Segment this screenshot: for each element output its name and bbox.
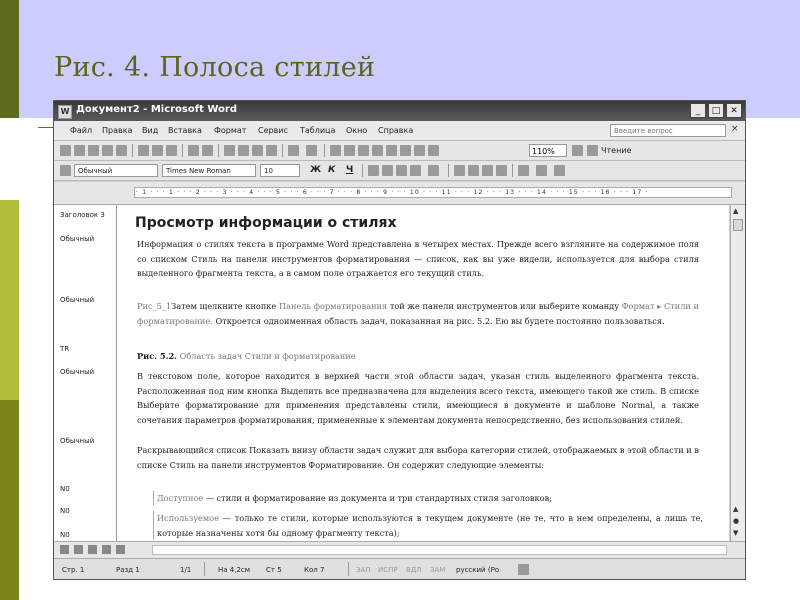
undo-icon[interactable] [288, 145, 299, 156]
slide-left-bar [0, 0, 19, 600]
figure-ref[interactable]: Рис_5_1 [137, 301, 172, 311]
paste-icon[interactable] [252, 145, 263, 156]
menu-file[interactable]: Файл [70, 126, 93, 135]
status-bar [54, 558, 745, 580]
horizontal-ruler[interactable] [54, 182, 745, 205]
menu-window[interactable]: Окно [346, 126, 368, 135]
show-hide-icon[interactable] [428, 145, 439, 156]
print-icon[interactable] [138, 145, 149, 156]
style-label: N0 [60, 531, 70, 539]
p2-link-2[interactable]: Формат ▸ Стили и форматирование. [137, 301, 699, 326]
list-text-1: — стили и форматирование из документа и три стандартных стиля заголовков; [203, 493, 552, 503]
vertical-scrollbar[interactable] [730, 205, 746, 541]
paragraph-4: Раскрывающийся список Показать внизу области задач служит для выбора категории стилей, отображаемых в этой области и в списке Стиль на панели инструментов Форматирование. Он содержит следующие элементы: [137, 445, 699, 470]
select-browse-icon[interactable]: ● [733, 517, 740, 525]
p2-link-1[interactable]: Панель форматирования [278, 301, 388, 311]
permission-icon[interactable] [102, 145, 113, 156]
new-doc-icon[interactable] [60, 145, 71, 156]
styles-formatting-icon[interactable] [60, 165, 71, 176]
menu-help[interactable]: Справка [378, 126, 414, 135]
status-page: Стр. 1 [62, 566, 85, 574]
status-column: Кол 7 [304, 566, 325, 574]
caption-label: Рис. 5.2. [137, 351, 178, 361]
figure-caption [137, 351, 356, 361]
highlight-icon[interactable] [536, 165, 547, 176]
menu-view[interactable]: Вид [142, 126, 159, 135]
window-titlebar[interactable] [54, 101, 745, 121]
doc-heading: Просмотр информации о стилях [135, 215, 397, 231]
columns-icon[interactable] [386, 145, 397, 156]
status-track[interactable]: ИСПР [378, 566, 398, 574]
menu-insert[interactable]: Вставка [168, 126, 202, 135]
status-line: Ст 5 [266, 566, 282, 574]
list-item [153, 511, 703, 540]
scroll-up-icon[interactable]: ▲ [733, 207, 739, 215]
research2-icon[interactable] [202, 145, 213, 156]
p2-text-b: той же панели инструментов или выберите команду [387, 301, 622, 311]
cut-icon[interactable] [224, 145, 235, 156]
drawing-icon[interactable] [400, 145, 411, 156]
slide-title: Рис. 4. Полоса стилей [54, 52, 376, 83]
menu-tools[interactable]: Сервис [258, 126, 288, 135]
bold-button[interactable]: Ж [310, 165, 322, 175]
increase-indent-icon[interactable] [496, 165, 507, 176]
style-select[interactable]: Обычный [74, 164, 158, 177]
word-window [53, 100, 746, 580]
reading-view-icon[interactable] [116, 545, 125, 554]
document-page[interactable] [117, 205, 729, 541]
bullets-icon[interactable] [468, 165, 479, 176]
font-size-select[interactable]: 10 [260, 164, 300, 177]
scroll-thumb[interactable] [733, 219, 743, 231]
read-button[interactable]: Чтение [601, 146, 632, 155]
email-icon[interactable] [116, 145, 127, 156]
decrease-indent-icon[interactable] [482, 165, 493, 176]
minimize-button[interactable]: _ [690, 103, 706, 118]
style-label: Обычный [60, 296, 95, 304]
style-label: N0 [60, 507, 70, 515]
insert-table-icon[interactable] [358, 145, 369, 156]
help-icon[interactable] [572, 145, 583, 156]
menu-format[interactable]: Формат [214, 126, 247, 135]
spelling-icon[interactable] [188, 145, 199, 156]
italic-button[interactable]: К [328, 165, 336, 175]
hyperlink-icon[interactable] [330, 145, 341, 156]
print-view-icon[interactable] [88, 545, 97, 554]
style-label: Обычный [60, 368, 95, 376]
zoom-select[interactable]: 110% [529, 144, 567, 157]
print-preview-icon[interactable] [152, 145, 163, 156]
p2-text-c: Откроется одноименная область задач, показанная на рис. 5.2. Ею вы будете постоянно пользоваться. [212, 315, 665, 326]
format-painter-icon[interactable] [266, 145, 277, 156]
normal-view-icon[interactable] [60, 545, 69, 554]
style-label: Заголовок 3 [60, 211, 105, 219]
paragraph-1: Информация о стилях текста в программе Word представлена в четырех местах. Прежде всего взгляните на содержимое поля со списком Стиль на панели инструментов форматирования — список, как вы уже видели, используется для выбора стиля выделенного фрагмента текста, а в самом поле отражается его текущий стиль. [137, 239, 699, 278]
align-left-icon[interactable] [368, 165, 379, 176]
ask-question-input[interactable]: Введите вопрос [610, 124, 726, 137]
redo-icon[interactable] [306, 145, 317, 156]
align-center-icon[interactable] [382, 165, 393, 176]
style-area-pane[interactable] [54, 205, 117, 541]
copy-icon[interactable] [238, 145, 249, 156]
spelling-status-icon[interactable] [518, 564, 529, 575]
open-icon[interactable] [74, 145, 85, 156]
next-page-icon[interactable]: ▼ [733, 529, 739, 537]
close-button[interactable]: ✕ [726, 103, 742, 118]
hscroll-track[interactable] [152, 545, 727, 555]
maximize-button[interactable]: □ [708, 103, 724, 118]
doc-close-icon[interactable]: × [731, 124, 739, 134]
menu-bar [54, 121, 745, 141]
style-label: N0 [60, 485, 70, 493]
outline-view-icon[interactable] [102, 545, 111, 554]
status-position: На 4,2см [218, 566, 251, 574]
status-pages: 1/1 [180, 566, 192, 574]
insert-excel-icon[interactable] [372, 145, 383, 156]
list-item [153, 491, 703, 506]
standard-toolbar [54, 141, 745, 161]
paragraph-2 [137, 299, 699, 328]
align-right-icon[interactable] [396, 165, 407, 176]
horizontal-scrollbar[interactable] [54, 541, 745, 558]
tables-borders-icon[interactable] [344, 145, 355, 156]
read-icon[interactable] [587, 145, 598, 156]
ruler-marks: · 1 · · · 1 · · · 2 · · · 3 · · · 4 · · · 5 · · · 6 · · · 7 · · · 8 · · · 9 · · · 10 · · · 11 · · · 12 · · · 13 · · · 14 · · · 15 · · · 16 · · · 17 · [136, 189, 649, 196]
line-spacing-icon[interactable] [428, 165, 439, 176]
caption-link[interactable]: Область задач Стили и форматирование [179, 351, 356, 361]
prev-page-icon[interactable]: ▲ [733, 505, 739, 513]
save-icon[interactable] [88, 145, 99, 156]
underline-button[interactable]: Ч [346, 165, 354, 175]
status-rec[interactable]: ЗАП [356, 566, 371, 574]
list-term-2: Используемое [157, 513, 220, 523]
style-label: TR [60, 345, 70, 353]
status-extend[interactable]: ВДЛ [406, 566, 422, 574]
document-map-icon[interactable] [414, 145, 425, 156]
style-label: Обычный [60, 235, 95, 243]
font-select[interactable]: Times New Roman [162, 164, 256, 177]
web-view-icon[interactable] [74, 545, 83, 554]
font-color-icon[interactable] [554, 165, 565, 176]
paragraph-3: В текстовом поле, которое находится в верхней части этой области задач, указан стиль выделенного фрагмента текста. Расположенная под ним кнопка Выделить все предназначена для выделения всего текста, имеющего такой же стиль. В списке Выберите форматирование для применения представлены стили, имеющиеся в документе и шаблоне Normal, а также сочетания параметров форматирования, примененные к элементам документа непосредственно, без использования стилей. [137, 371, 699, 425]
status-language: русский (Ро [456, 566, 500, 574]
window-title: Документ2 - Microsoft Word [76, 104, 237, 115]
p2-text-a: Затем щелкните кнопке [171, 301, 279, 311]
justify-icon[interactable] [410, 165, 421, 176]
numbering-icon[interactable] [454, 165, 465, 176]
word-app-icon[interactable]: W [58, 105, 72, 119]
menu-edit[interactable]: Правка [102, 126, 133, 135]
formatting-toolbar [54, 161, 745, 181]
list-term-1: Доступное [157, 493, 204, 503]
status-section: Разд 1 [116, 566, 140, 574]
borders-icon[interactable] [518, 165, 529, 176]
research-icon[interactable] [166, 145, 177, 156]
status-overtype[interactable]: ЗАМ [430, 566, 446, 574]
menu-table[interactable]: Таблица [300, 126, 336, 135]
list-text-2: — только те стили, которые используются в текущем документе (не те, что в нем определены, а лишь те, которые назначены хотя бы одному фрагменту текста); [157, 513, 703, 538]
style-label: Обычный [60, 437, 95, 445]
